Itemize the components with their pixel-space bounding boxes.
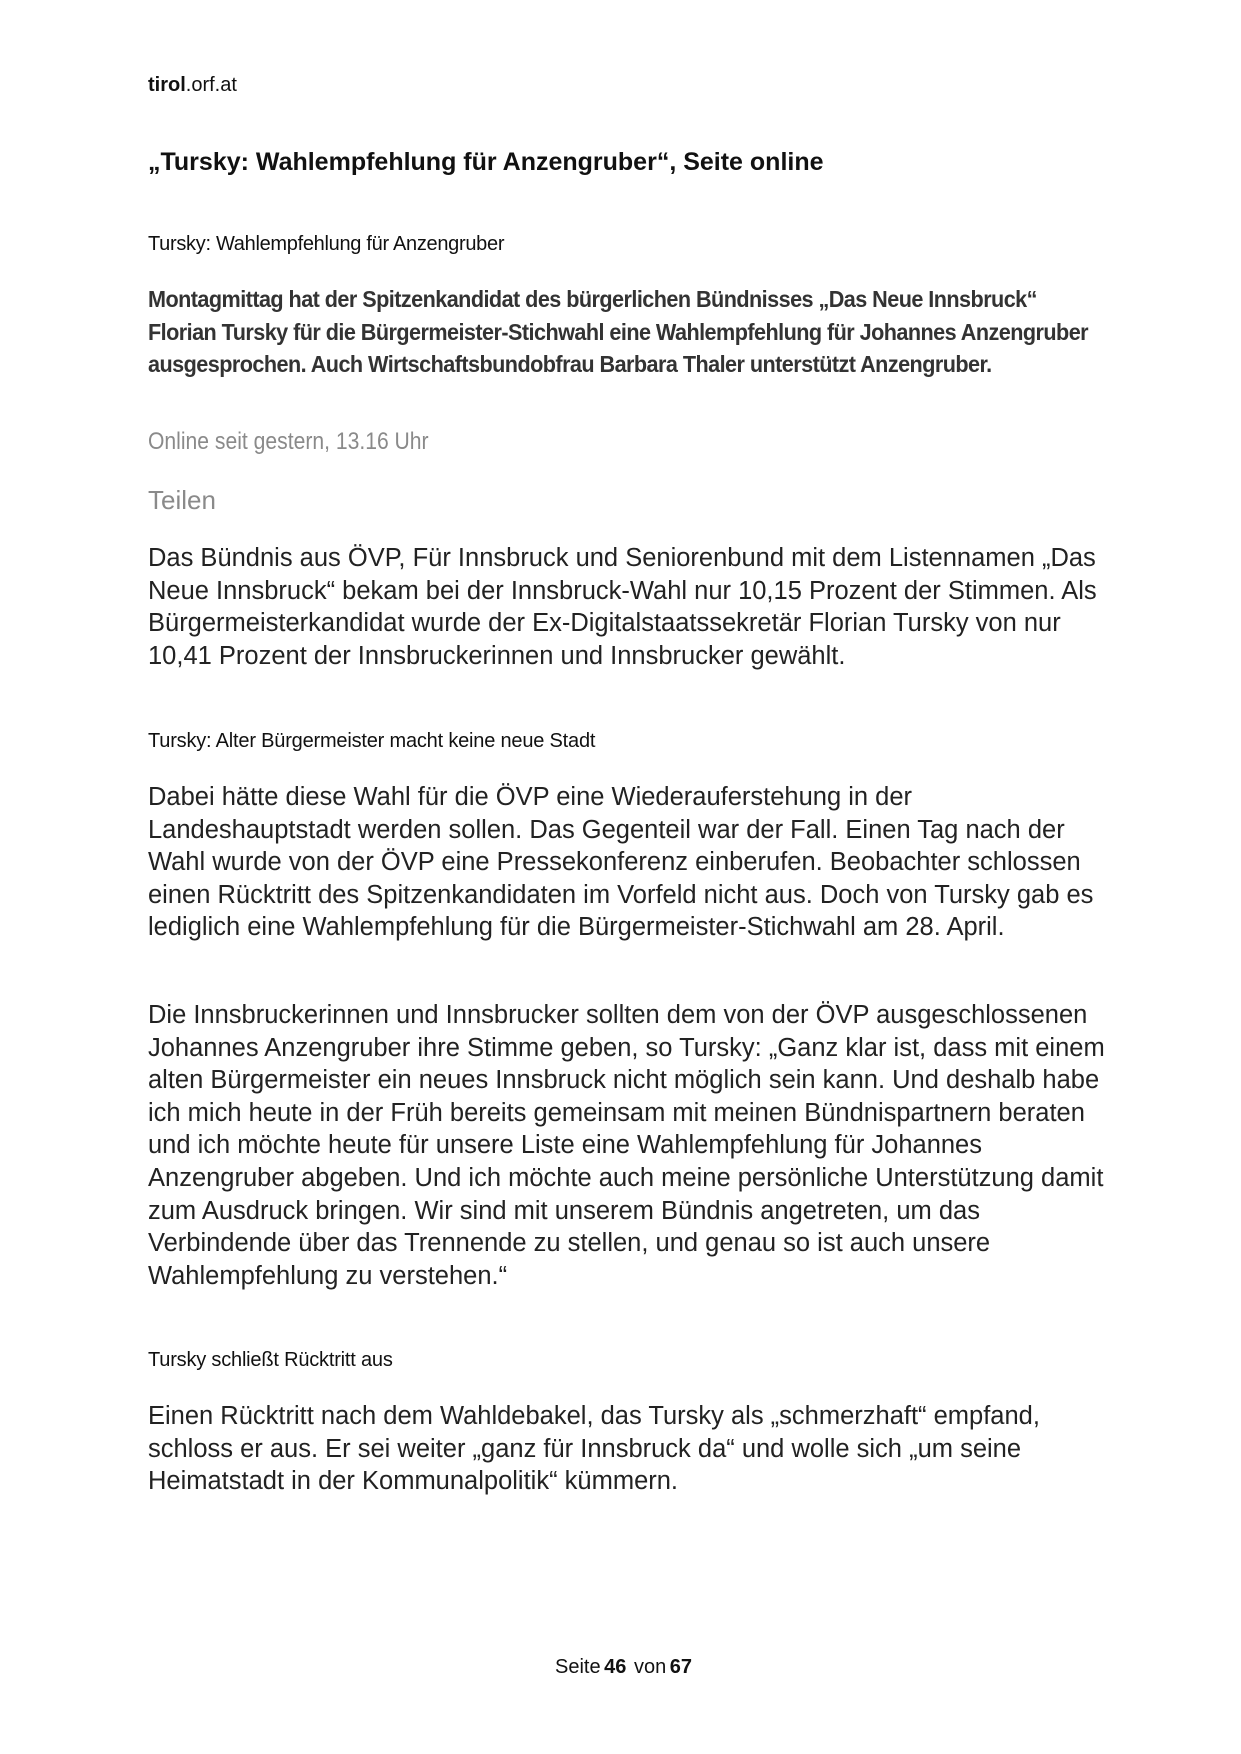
article-subtitle: Tursky: Wahlempfehlung für Anzengruber: [148, 233, 505, 255]
paragraph: Einen Rücktritt nach dem Wahldebakel, das Tursky als „schmerzhaft“ empfand, schloss er aus. Er sei weiter „ganz für Innsbruck da“ und wolle sich „um seine Heimatstadt in der Kommunalpolitik“ kümmern.: [148, 1402, 1040, 1496]
footer-prefix: Seite: [554, 1656, 601, 1678]
footer-mid: von: [633, 1656, 667, 1678]
site-name: [148, 74, 237, 97]
paragraph: Die Innsbruckerinnen und Innsbrucker sollten dem von der ÖVP ausgeschlossenen Johannes Anzengruber ihre Stimme geben, so Tursky: „Ganz klar ist, dass mit einem alten Bürgermeister ein neues Innsbruck nicht möglich sein kann. Und deshalb habe ich mich heute in der Früh bereits gemeinsam mit meinen Bündnispartnern beraten und ich möchte heute für unsere Liste eine Wahlempfehlung für Johannes Anzengruber abgeben. Und ich möchte auch meine persönliche Unterstützung damit zum Ausdruck bringen. Wir sind mit unserem Bündnis angetreten, um das Verbindende über das Trennende zu stellen, und genau so ist auch unsere Wahlempfehlung zu verstehen.“: [148, 1001, 1105, 1290]
site-name-rest: .orf.at: [185, 74, 237, 96]
paragraph: Dabei hätte diese Wahl für die ÖVP eine Wiederauferstehung in der Landeshauptstadt werden sollen. Das Gegenteil war der Fall. Einen Tag nach der Wahl wurde von der ÖVP eine Pressekonferenz einberufen. Beobachter schlossen einen Rücktritt des Spitzenkandidaten im Vorfeld nicht aus. Doch von Tursky gab es lediglich eine Wahlempfehlung für die Bürgermeister-Stichwahl am 28. April.: [148, 783, 1094, 942]
paragraph: Das Bündnis aus ÖVP, Für Innsbruck und Seniorenbund mit dem Listennamen „Das Neue Innsbruck“ bekam bei der Innsbruck-Wahl nur 10,15 Prozent der Stimmen. Als Bürgermeisterkandidat wurde der Ex-Digitalstaatssekretär Florian Tursky von nur 10,41 Prozent der Innsbruckerinnen und Innsbrucker gewählt.: [148, 544, 1097, 670]
site-name-bold: tirol: [148, 74, 186, 96]
share-link[interactable]: Teilen: [148, 485, 216, 515]
page-total: 67: [669, 1656, 693, 1678]
page-number: 46: [604, 1656, 627, 1678]
page-footer: [0, 1656, 1241, 1679]
section-heading: Tursky schließt Rücktritt aus: [148, 1349, 393, 1371]
section-heading: Tursky: Alter Bürgermeister macht keine neue Stadt: [148, 730, 596, 752]
article-lead: Montagmittag hat der Spitzenkandidat des bürgerlichen Bündnisses „Das Neue Innsbruck“ Florian Tursky für die Bürgermeister-Stichwahl eine Wahlempfehlung für Johannes Anzengruber ausgesprochen. Auch Wirtschaftsbundobfrau Barbara Thaler unterstützt Anzengruber.: [148, 286, 1089, 377]
page-title: „Tursky: Wahlempfehlung für Anzengruber“, Seite online: [148, 148, 824, 176]
publish-time: Online seit gestern, 13.16 Uhr: [148, 428, 429, 455]
